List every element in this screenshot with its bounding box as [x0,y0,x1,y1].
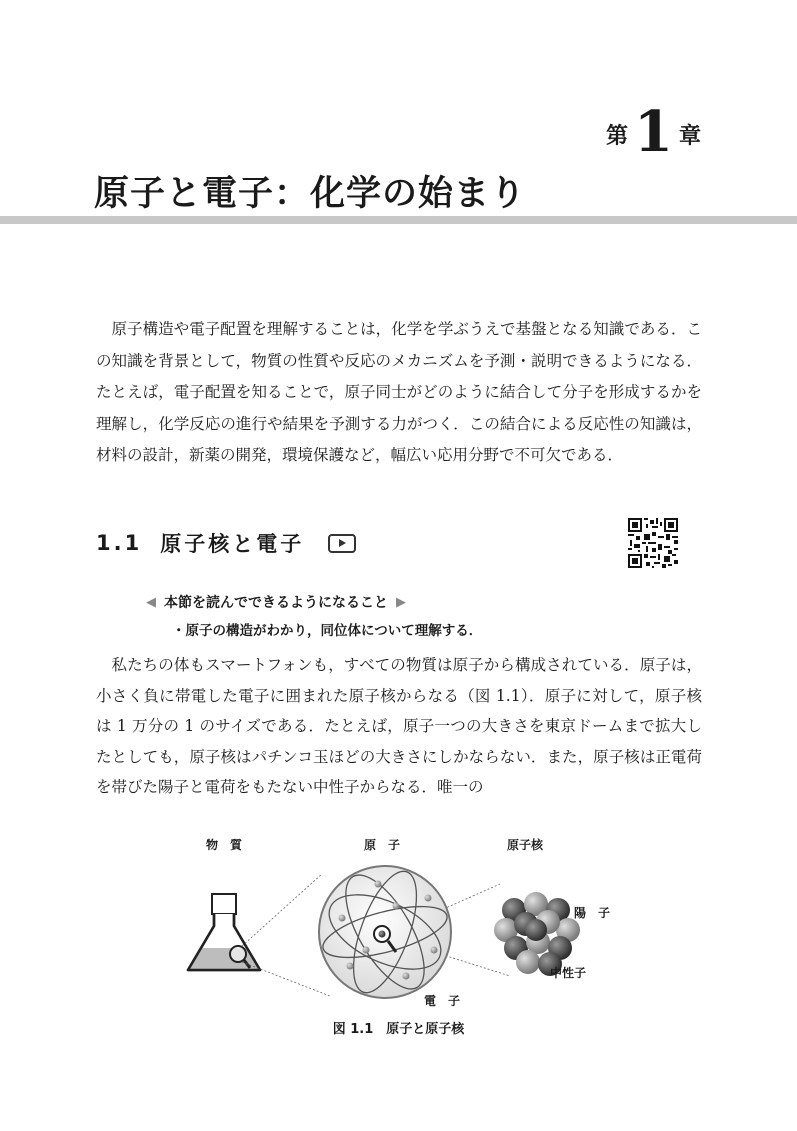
chapter-prefix: 第 [606,123,629,149]
qr-code-icon[interactable] [628,518,678,568]
flask-icon [188,894,260,970]
section-title: 原子核と電子 [160,532,305,556]
figure-atom-nucleus [170,826,630,1006]
triangle-left-icon: ◀ [146,594,156,610]
label-matter: 物 質 [206,838,243,852]
label-electron: 電 子 [424,994,461,1008]
label-atom: 原 子 [364,838,401,852]
chapter-divider [0,216,797,224]
figure-caption: 図 1.1 原子と原子核 [332,1022,465,1037]
atom-icon [318,864,452,1001]
label-proton: 陽 子 [574,906,611,920]
label-neutron: 中性子 [550,966,587,980]
chapter-title: 原子と電子：化学の始まり [94,173,527,214]
section-heading [96,528,356,558]
section-goals-heading [146,592,406,612]
goals-item: ・原子の構造がわかり，同位体について理解する． [172,623,483,639]
section-number: 1.1 [96,531,143,555]
intro-paragraph: 原子構造や電子配置を理解することは，化学を学ぶうえで基盤となる知識である．この知識を背景として，物質の性質や反応のメカニズムを予測・説明できるようになる．たとえば，電子配置を知ることで，原子同士がどのように結合して分子を形成するかを理解し，化学反応の進行や結果を予測する力がつく．この結合による反応性の知識は，材料の設計，新薬の開発，環境保護など，幅広い応用分野で不可欠である． [96,320,702,464]
chapter-suffix: 章 [678,123,701,149]
triangle-right-icon: ▶ [396,594,406,610]
chapter-number: 1 [634,99,673,165]
chapter-label [606,99,701,165]
goals-heading-text: 本節を読んでできるようになること [164,595,388,611]
label-nucleus: 原子核 [507,838,544,852]
play-icon[interactable] [328,534,356,553]
body-paragraph: 私たちの体もスマートフォンも，すべての物質は原子から構成されている．原子は，小さく負に帯電した電子に囲まれた原子核からなる（図 1.1）．原子に対して，原子核は 1 万分の 1 のサイズである．たとえば，原子一つの大きさを東京ドームまで拡大したとしても，原子核はパチンコ玉ほどの大きさにしかならない．また，原子核は正電荷を帯びた陽子と電荷をもたない中性子からなる．唯一の [96,656,702,796]
